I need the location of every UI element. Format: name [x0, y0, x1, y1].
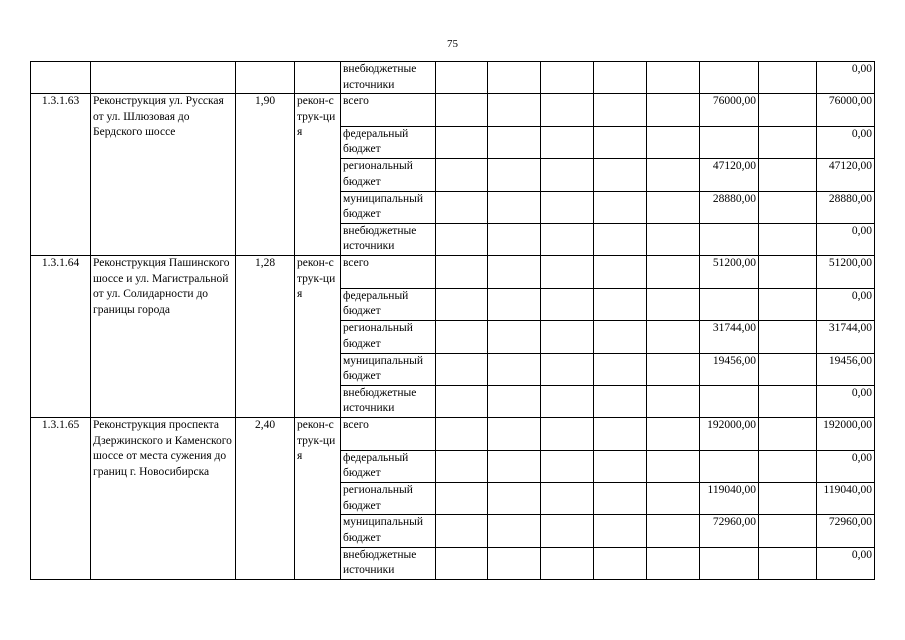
empty-year-cell [436, 418, 488, 450]
empty-year-cell [647, 223, 700, 255]
name-cell [91, 62, 236, 94]
empty-year-cell [594, 353, 647, 385]
year-value-cell: 28880,00 [700, 191, 759, 223]
total-cell: 0,00 [817, 223, 875, 255]
empty-year-cell [436, 288, 488, 320]
empty-year-cell [541, 288, 594, 320]
continuation-row [31, 62, 875, 94]
total-cell: 0,00 [817, 450, 875, 482]
empty-year-cell [488, 191, 541, 223]
empty-year-cell [759, 288, 817, 320]
length-cell: 2,40 [236, 418, 295, 580]
funding-source-cell: внебюджетные источники [341, 223, 436, 255]
empty-year-cell [436, 353, 488, 385]
empty-year-cell [436, 94, 488, 126]
empty-year-cell [488, 515, 541, 547]
total-cell: 0,00 [817, 385, 875, 417]
funding-source-cell: внебюджетные источники [341, 547, 436, 579]
empty-year-cell [541, 94, 594, 126]
year-value-cell: 76000,00 [700, 94, 759, 126]
year-value-cell: 192000,00 [700, 418, 759, 450]
empty-year-cell [541, 126, 594, 158]
work-type-cell [295, 62, 341, 94]
empty-year-cell [594, 94, 647, 126]
empty-year-cell [436, 450, 488, 482]
funding-source-cell: федеральный бюджет [341, 450, 436, 482]
empty-year-cell [647, 515, 700, 547]
year-value-cell [700, 223, 759, 255]
empty-year-cell [759, 191, 817, 223]
empty-year-cell [594, 483, 647, 515]
empty-year-cell [594, 159, 647, 191]
empty-year-cell [647, 450, 700, 482]
empty-year-cell [541, 385, 594, 417]
empty-year-cell [647, 483, 700, 515]
empty-year-cell [541, 321, 594, 353]
empty-year-cell [759, 418, 817, 450]
year-value-cell: 19456,00 [700, 353, 759, 385]
work-type-cell: рекон-струк-ция [295, 256, 341, 418]
empty-year-cell [759, 353, 817, 385]
funding-source-cell: федеральный бюджет [341, 126, 436, 158]
empty-year-cell [594, 450, 647, 482]
empty-year-cell [541, 159, 594, 191]
empty-year-cell [541, 483, 594, 515]
empty-year-cell [436, 126, 488, 158]
empty-year-cell [594, 62, 647, 94]
empty-year-cell [541, 62, 594, 94]
page-number: 75 [447, 38, 458, 50]
empty-year-cell [488, 288, 541, 320]
empty-year-cell [647, 288, 700, 320]
year-value-cell [700, 288, 759, 320]
budget-table-body [31, 62, 875, 580]
year-value-cell [700, 62, 759, 94]
total-cell: 76000,00 [817, 94, 875, 126]
empty-year-cell [759, 62, 817, 94]
empty-year-cell [436, 547, 488, 579]
budget-table [30, 61, 875, 580]
empty-year-cell [647, 418, 700, 450]
empty-year-cell [594, 418, 647, 450]
empty-year-cell [436, 191, 488, 223]
empty-year-cell [541, 191, 594, 223]
empty-year-cell [436, 159, 488, 191]
empty-year-cell [436, 515, 488, 547]
empty-year-cell [488, 483, 541, 515]
empty-year-cell [488, 353, 541, 385]
funding-source-cell: всего [341, 94, 436, 126]
total-cell: 0,00 [817, 62, 875, 94]
empty-year-cell [594, 256, 647, 288]
empty-year-cell [541, 256, 594, 288]
code-cell: 1.3.1.63 [31, 94, 91, 256]
name-cell: Реконструкция Пашинского шоссе и ул. Магистральной от ул. Солидарности до границы города [91, 256, 236, 418]
empty-year-cell [759, 126, 817, 158]
empty-year-cell [759, 94, 817, 126]
empty-year-cell [541, 515, 594, 547]
funding-source-cell: региональный бюджет [341, 321, 436, 353]
total-cell: 192000,00 [817, 418, 875, 450]
year-value-cell [700, 385, 759, 417]
total-cell: 19456,00 [817, 353, 875, 385]
total-cell: 51200,00 [817, 256, 875, 288]
work-type-cell: рекон-струк-ция [295, 418, 341, 580]
year-value-cell: 119040,00 [700, 483, 759, 515]
total-cell: 0,00 [817, 547, 875, 579]
empty-year-cell [488, 321, 541, 353]
empty-year-cell [594, 191, 647, 223]
empty-year-cell [647, 191, 700, 223]
empty-year-cell [488, 223, 541, 255]
empty-year-cell [759, 515, 817, 547]
empty-year-cell [759, 483, 817, 515]
year-value-cell: 72960,00 [700, 515, 759, 547]
empty-year-cell [541, 450, 594, 482]
empty-year-cell [647, 94, 700, 126]
year-value-cell [700, 547, 759, 579]
empty-year-cell [647, 126, 700, 158]
empty-year-cell [436, 256, 488, 288]
empty-year-cell [488, 159, 541, 191]
total-cell: 72960,00 [817, 515, 875, 547]
empty-year-cell [759, 159, 817, 191]
funding-source-cell: муниципальный бюджет [341, 191, 436, 223]
empty-year-cell [759, 321, 817, 353]
empty-year-cell [488, 256, 541, 288]
year-value-cell: 47120,00 [700, 159, 759, 191]
empty-year-cell [594, 515, 647, 547]
funding-source-cell: всего [341, 418, 436, 450]
code-cell [31, 62, 91, 94]
empty-year-cell [759, 450, 817, 482]
empty-year-cell [541, 353, 594, 385]
funding-source-cell: федеральный бюджет [341, 288, 436, 320]
empty-year-cell [647, 256, 700, 288]
total-cell: 31744,00 [817, 321, 875, 353]
name-cell: Реконструкция проспекта Дзержинского и Каменского шоссе от места сужения до границ г. Новосибирска [91, 418, 236, 580]
empty-year-cell [594, 385, 647, 417]
table-row [31, 418, 875, 450]
empty-year-cell [541, 418, 594, 450]
empty-year-cell [436, 223, 488, 255]
empty-year-cell [541, 547, 594, 579]
funding-source-cell: всего [341, 256, 436, 288]
empty-year-cell [488, 94, 541, 126]
empty-year-cell [759, 256, 817, 288]
year-value-cell: 51200,00 [700, 256, 759, 288]
total-cell: 0,00 [817, 126, 875, 158]
code-cell: 1.3.1.65 [31, 418, 91, 580]
empty-year-cell [647, 547, 700, 579]
empty-year-cell [594, 288, 647, 320]
length-cell [236, 62, 295, 94]
empty-year-cell [594, 321, 647, 353]
funding-source-cell: региональный бюджет [341, 483, 436, 515]
table-row [31, 94, 875, 126]
funding-source-cell: муниципальный бюджет [341, 515, 436, 547]
length-cell: 1,28 [236, 256, 295, 418]
total-cell: 119040,00 [817, 483, 875, 515]
empty-year-cell [541, 223, 594, 255]
length-cell: 1,90 [236, 94, 295, 256]
funding-source-cell: внебюджетные источники [341, 385, 436, 417]
empty-year-cell [488, 547, 541, 579]
table-row [31, 256, 875, 288]
empty-year-cell [647, 353, 700, 385]
year-value-cell [700, 126, 759, 158]
empty-year-cell [436, 62, 488, 94]
funding-source-cell: региональный бюджет [341, 159, 436, 191]
empty-year-cell [594, 547, 647, 579]
empty-year-cell [488, 62, 541, 94]
empty-year-cell [759, 547, 817, 579]
total-cell: 28880,00 [817, 191, 875, 223]
work-type-cell: рекон-струк-ция [295, 94, 341, 256]
empty-year-cell [488, 126, 541, 158]
funding-source-cell: муниципальный бюджет [341, 353, 436, 385]
empty-year-cell [647, 385, 700, 417]
empty-year-cell [488, 450, 541, 482]
name-cell: Реконструкция ул. Русская от ул. Шлюзовая до Бердского шоссе [91, 94, 236, 256]
empty-year-cell [647, 62, 700, 94]
empty-year-cell [488, 385, 541, 417]
empty-year-cell [436, 385, 488, 417]
empty-year-cell [647, 159, 700, 191]
empty-year-cell [436, 483, 488, 515]
funding-source-cell: внебюджетные источники [341, 62, 436, 94]
empty-year-cell [647, 321, 700, 353]
empty-year-cell [594, 223, 647, 255]
empty-year-cell [488, 418, 541, 450]
year-value-cell [700, 450, 759, 482]
code-cell: 1.3.1.64 [31, 256, 91, 418]
empty-year-cell [759, 385, 817, 417]
total-cell: 47120,00 [817, 159, 875, 191]
total-cell: 0,00 [817, 288, 875, 320]
year-value-cell: 31744,00 [700, 321, 759, 353]
empty-year-cell [759, 223, 817, 255]
empty-year-cell [436, 321, 488, 353]
empty-year-cell [594, 126, 647, 158]
